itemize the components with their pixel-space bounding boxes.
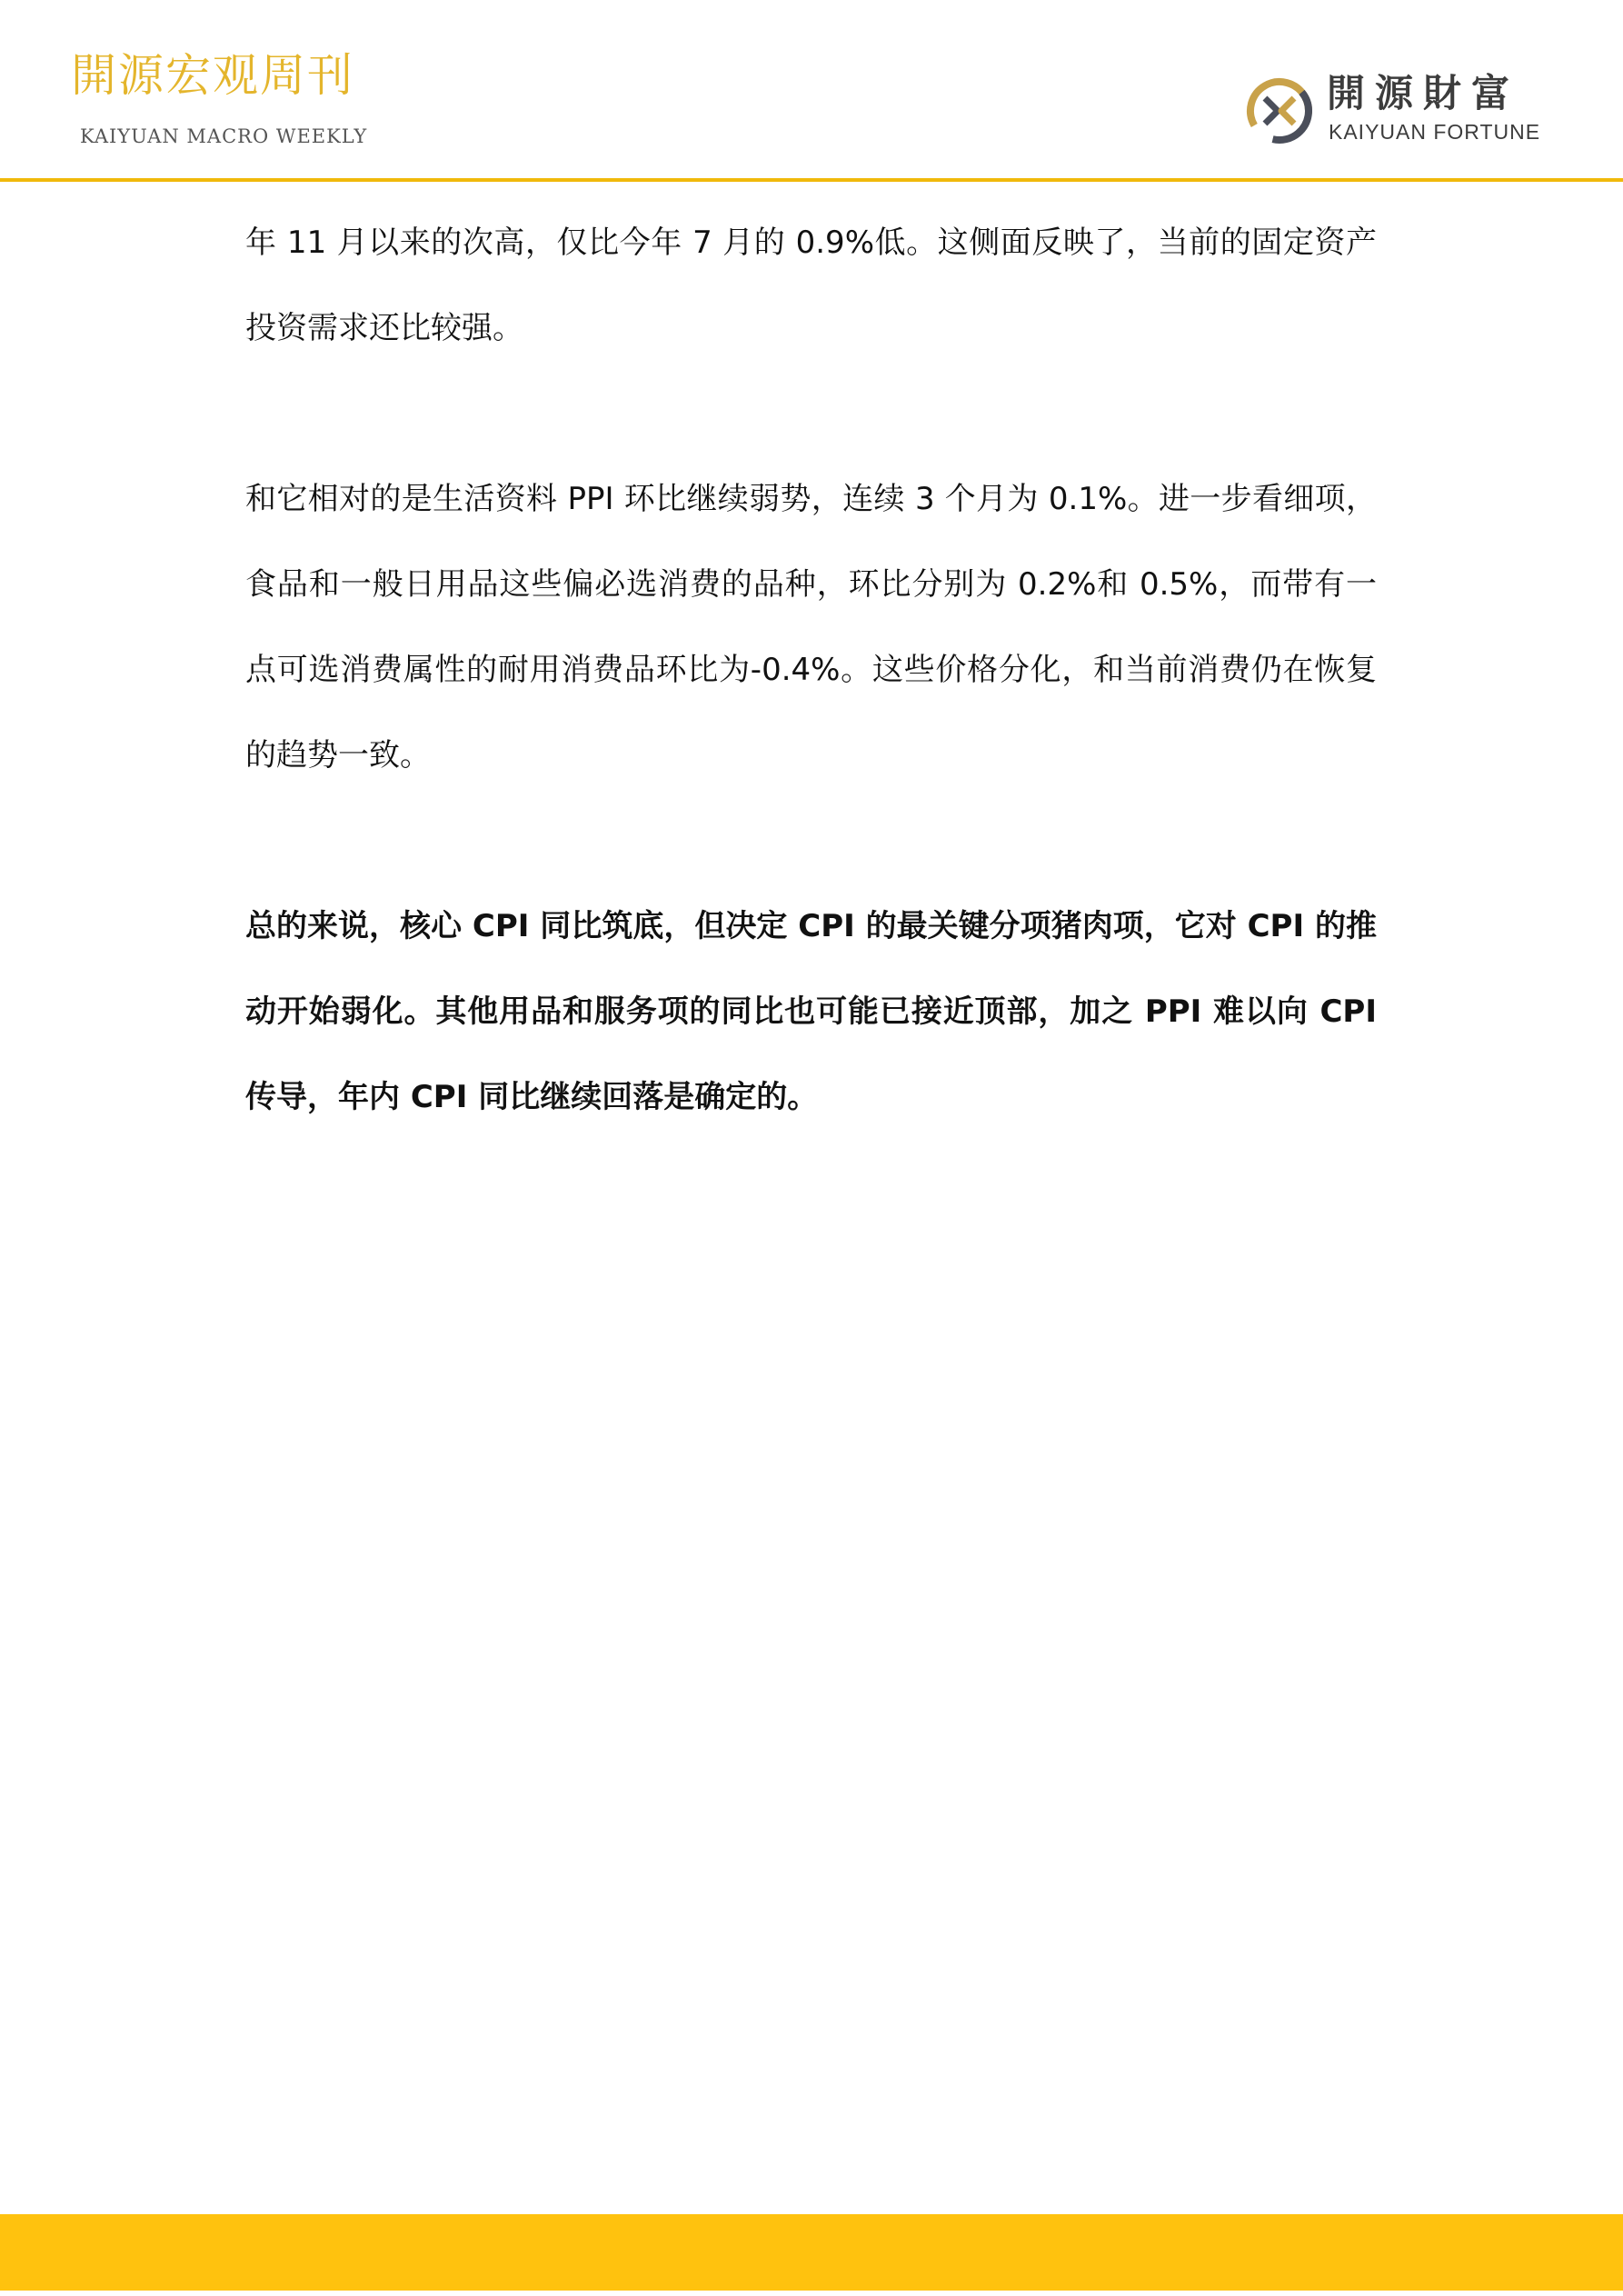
publication-subtitle: KAIYUAN MACRO WEEKLY (80, 125, 368, 147)
paragraph-spacer (245, 371, 1377, 456)
header-divider (0, 178, 1623, 182)
publication-title: 開源宏观周刊 (71, 49, 354, 102)
brand-block (1245, 71, 1554, 147)
page-header (0, 0, 1623, 180)
footer-band (0, 2214, 1623, 2291)
paragraph-conclusion: 总的来说，核心 CPI 同比筑底，但决定 CPI 的最关键分项猪肉项，它对 CPI 的推动开始弱化。其他用品和服务项的同比也可能已接近顶部，加之 PPI 难以向 CPI 传导，年内 CPI 同比继续回落是确定的。 (245, 908, 1377, 1115)
paragraph-investment-demand: 年 11 月以来的次高，仅比今年 7 月的 0.9%低。这侧面反映了，当前的固定资产投资需求还比较强。 (245, 225, 1377, 346)
paragraph-consumer-goods-ppi: 和它相对的是生活资料 PPI 环比继续弱势，连续 3 个月为 0.1%。进一步看细项，食品和一般日用品这些偏必选消费的品种，环比分别为 0.2%和 0.5%，而带有一点可选消费属性的耐用消费品环比为-0.4%。这些价格分化，和当前消费仍在恢复的趋势一致。 (245, 481, 1377, 774)
paragraph-spacer (245, 798, 1377, 883)
brand-name-cn: 開源財富 (1327, 71, 1520, 115)
kaiyuan-logo-icon (1245, 76, 1314, 145)
brand-name-en: KAIYUAN FORTUNE (1329, 120, 1541, 144)
article-body (245, 200, 1377, 1140)
